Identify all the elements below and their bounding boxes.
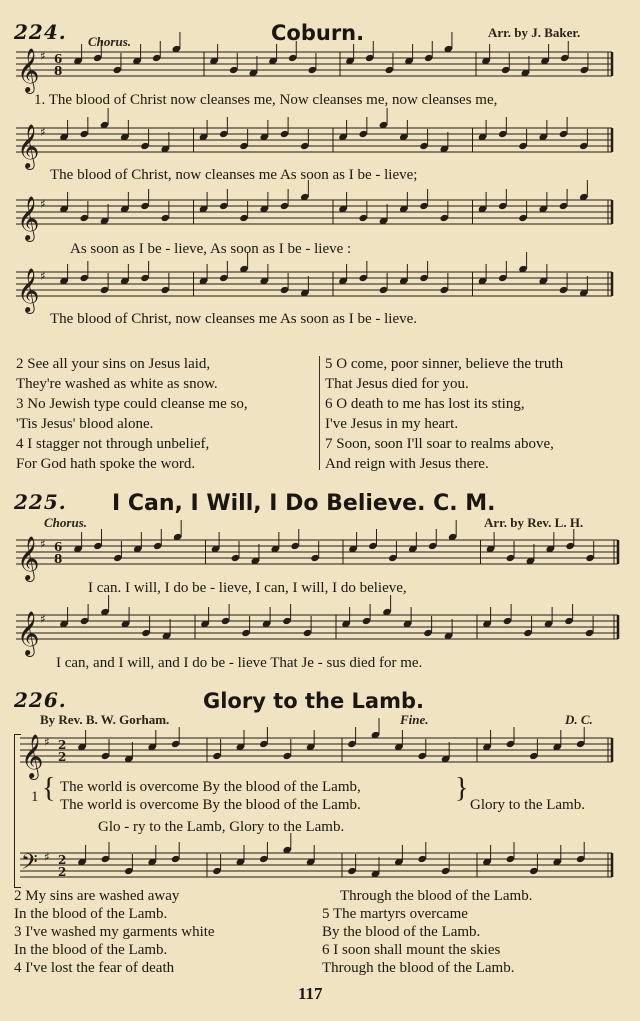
verse-line: That Jesus died for you. <box>325 376 469 392</box>
hymn-224-title: Coburn. <box>271 21 365 45</box>
sharp-icon: ♯ <box>40 197 46 211</box>
verse-line: 3 I've washed my garments white <box>14 924 215 940</box>
hymn-226-refrain-right: Glory to the Lamb. <box>470 797 585 813</box>
hymn-226-title: Glory to the Lamb. <box>203 689 424 713</box>
verse-line: I've Jesus in my heart. <box>325 416 459 432</box>
hymn-224-lyric-4: The blood of Christ, now cleanses me As soon as I be - lieve. <box>50 311 418 327</box>
system-bracket <box>14 734 21 888</box>
hymn-225-title: I Can, I Will, I Do Believe. C. M. <box>112 491 496 516</box>
hymn-224-verses-left <box>16 354 248 474</box>
hymn-226-author: By Rev. B. W. Gorham. <box>40 712 170 727</box>
hymn-224-lyric-2: The blood of Christ, now cleanses me As soon as I be - lieve; <box>50 167 418 183</box>
sharp-icon: ♯ <box>44 735 50 749</box>
treble-clef-icon: 𝄞 <box>17 124 40 168</box>
verse-line: For God hath spoke the word. <box>16 456 196 472</box>
sharp-icon: ♯ <box>40 269 46 283</box>
verse-line: 'Tis Jesus' blood alone. <box>16 416 154 432</box>
hymn-224-number: 224. <box>14 20 67 44</box>
verse-line: 6 O death to me has lost its sting, <box>325 396 525 412</box>
hymn-226-lyric-1: The world is overcome By the blood of the Lamb, <box>60 779 361 795</box>
verse-line: 4 I've lost the fear of death <box>14 960 175 976</box>
hymn-226-verse-number: 1 <box>31 789 39 805</box>
hymn-224-verses-right <box>325 354 563 474</box>
hymn-226-number: 226. <box>14 688 67 712</box>
verse-line: In the blood of the Lamb. <box>14 942 168 958</box>
time-signature-bottom: 8 <box>54 64 63 78</box>
treble-clef-icon: 𝄞 <box>21 734 44 778</box>
hymn-226-fine: Fine. <box>400 712 429 727</box>
verse-line: 5 The martyrs overcame <box>322 906 468 922</box>
hymn-226-verses-left <box>14 887 215 977</box>
verse-line: In the blood of the Lamb. <box>14 906 168 922</box>
hymn-224-arranger: Arr. by J. Baker. <box>488 25 581 40</box>
sharp-icon: ♯ <box>40 125 46 139</box>
time-signature-bottom: 8 <box>54 552 63 566</box>
time-signature-top: 2 <box>58 738 67 752</box>
hymn-224-chorus: Chorus. <box>88 34 131 49</box>
page-number: 117 <box>298 984 323 1003</box>
hymn-224-lyric-1: 1. The blood of Christ now cleanses me, Now cleanses me, now cleanses me, <box>34 92 498 108</box>
right-brace-icon: } <box>455 773 469 804</box>
column-divider <box>319 356 320 470</box>
hymn-226-lyric-2: The world is overcome By the blood of the Lamb. <box>60 797 361 813</box>
verse-line: 2 My sins are washed away <box>14 888 180 904</box>
hymn-225-chorus: Chorus. <box>44 515 87 530</box>
hymn-226-refrain-line: Glo - ry to the Lamb, Glory to the Lamb. <box>98 819 345 835</box>
treble-clef-icon: 𝄞 <box>17 611 40 655</box>
time-signature-top: 2 <box>58 853 67 867</box>
treble-clef-icon: 𝄞 <box>17 268 40 312</box>
verse-line: 6 I soon shall mount the skies <box>322 942 501 958</box>
verse-line: Through the blood of the Lamb. <box>340 888 533 904</box>
sharp-icon: ♯ <box>40 537 46 551</box>
time-signature-top: 6 <box>54 52 63 66</box>
sharp-icon: ♯ <box>40 49 46 63</box>
verse-line: 3 No Jewish type could cleanse me so, <box>16 396 248 412</box>
bass-clef-icon: 𝄢 <box>21 850 38 880</box>
time-signature-bottom: 2 <box>58 865 67 879</box>
treble-clef-icon: 𝄞 <box>17 196 40 240</box>
left-brace-icon: { <box>42 773 56 804</box>
hymn-226-verses-right <box>322 887 532 977</box>
verse-line: By the blood of the Lamb. <box>322 924 481 940</box>
hymn-225-arranger: Arr. by Rev. L. H. <box>484 515 584 530</box>
verse-line: 5 O come, poor sinner, believe the truth <box>325 356 564 372</box>
hymn-225-lyric-2: I can, and I will, and I do be - lieve That Je - sus died for me. <box>56 655 423 671</box>
time-signature-bottom: 2 <box>58 750 67 764</box>
hymn-226-dc: D. C. <box>565 712 593 727</box>
treble-clef-icon: 𝄞 <box>17 48 40 92</box>
time-signature-top: 6 <box>54 540 63 554</box>
hymn-225-lyric-1: I can. I will, I do be - lieve, I can, I will, I do believe, <box>88 580 407 596</box>
verse-line: 2 See all your sins on Jesus laid, <box>16 356 211 372</box>
hymn-224-lyric-3: As soon as I be - lieve, As soon as I be - lieve : <box>70 241 352 257</box>
verse-line: They're washed as white as snow. <box>16 376 218 392</box>
verse-line: And reign with Jesus there. <box>325 456 489 472</box>
hymn-225-number: 225. <box>14 490 67 514</box>
verse-line: 4 I stagger not through unbelief, <box>16 436 210 452</box>
sharp-icon: ♯ <box>44 850 50 864</box>
sharp-icon: ♯ <box>40 612 46 626</box>
verse-line: 7 Soon, soon I'll soar to realms above, <box>325 436 554 452</box>
treble-clef-icon: 𝄞 <box>17 536 40 580</box>
verse-line: Through the blood of the Lamb. <box>322 960 515 976</box>
